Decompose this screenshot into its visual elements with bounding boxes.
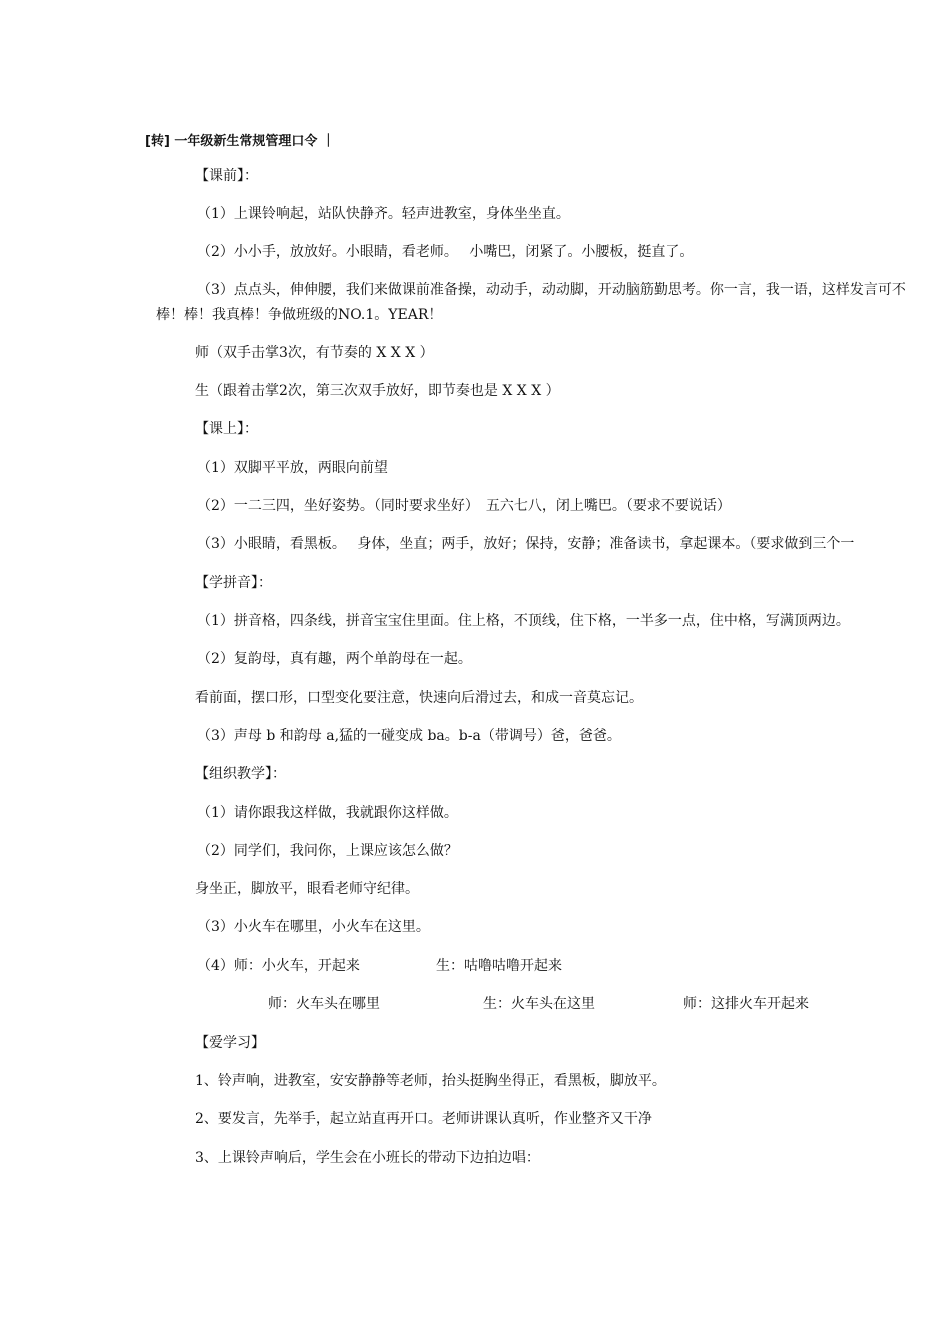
dialogue-teacher: （4）师：小火车，开起来 <box>197 958 360 974</box>
paragraph: 生（跟着击掌2次，第三次双手放好，即节奏也是 X X X ） <box>195 383 560 399</box>
dialogue-teacher: 师：这排火车开起来 <box>683 996 809 1012</box>
section-heading-in-class: 【课上】： <box>195 421 258 437</box>
paragraph: （1）双脚平平放，两眼向前望 <box>197 460 388 476</box>
paragraph: （3）点点头，伸伸腰，我们来做课前准备操，动动手，动动脚，开动脑筋勤思考。你一言，我一语，这样发言可不 <box>197 282 906 298</box>
dialogue-student: 生：火车头在这里 <box>483 996 595 1012</box>
paragraph: （2）一二三四，坐好姿势。（同时要求坐好） 五六七八，闭上嘴巴。（要求不要说话） <box>197 498 731 514</box>
paragraph: （2）同学们，我问你，上课应该怎么做？ <box>197 843 458 859</box>
paragraph: 看前面，摆口形，口型变化要注意，快速向后滑过去，和成一音莫忘记。 <box>195 690 643 706</box>
dialogue-student: 生：咕噜咕噜开起来 <box>436 958 562 974</box>
paragraph: （1）上课铃响起，站队快静齐。轻声进教室，身体坐坐直。 <box>197 206 570 222</box>
paragraph: （1）拼音格，四条线，拼音宝宝住里面。住上格，不顶线，住下格，一半多一点，住中格，写满顶两边。 <box>197 613 850 629</box>
paragraph: （2）小小手，放放好。小眼睛，看老师。 小嘴巴，闭紧了。小腰板，挺直了。 <box>197 244 694 260</box>
document-title: [转] 一年级新生常规管理口令 ｜ <box>145 134 335 149</box>
section-heading-organize: 【组织教学】： <box>195 766 286 782</box>
paragraph-continuation: 棒！棒！我真棒！争做班级的NO.1。YEAR！ <box>156 307 443 323</box>
paragraph: 2、要发言，先举手，起立站直再开口。老师讲课认真听，作业整齐又干净 <box>195 1111 652 1127</box>
paragraph: 身坐正，脚放平，眼看老师守纪律。 <box>195 881 419 897</box>
section-heading-before-class: 【课前】： <box>195 168 258 184</box>
paragraph: 3、上课铃声响后，学生会在小班长的带动下边拍边唱： <box>195 1150 540 1166</box>
section-heading-love-learning: 【爱学习】 <box>195 1035 265 1051</box>
paragraph: 1、铃声响，进教室，安安静静等老师，抬头挺胸坐得正，看黑板，脚放平。 <box>195 1073 666 1089</box>
dialogue-teacher: 师：火车头在哪里 <box>268 996 380 1012</box>
paragraph: （1）请你跟我这样做，我就跟你这样做。 <box>197 805 458 821</box>
paragraph: （2）复韵母，真有趣，两个单韵母在一起。 <box>197 651 472 667</box>
paragraph: （3）小火车在哪里，小火车在这里。 <box>197 919 430 935</box>
section-heading-pinyin: 【学拼音】： <box>195 575 272 591</box>
paragraph: （3）声母 b 和韵母 a,猛的一碰变成 ba。b-a（带调号）爸，爸爸。 <box>197 728 621 744</box>
paragraph: （3）小眼睛，看黑板。 身体，坐直；两手，放好；保持，安静；准备读书，拿起课本。（要求做到三个一 <box>197 536 855 552</box>
paragraph: 师（双手击掌3次，有节奏的 X X X ） <box>195 345 434 361</box>
